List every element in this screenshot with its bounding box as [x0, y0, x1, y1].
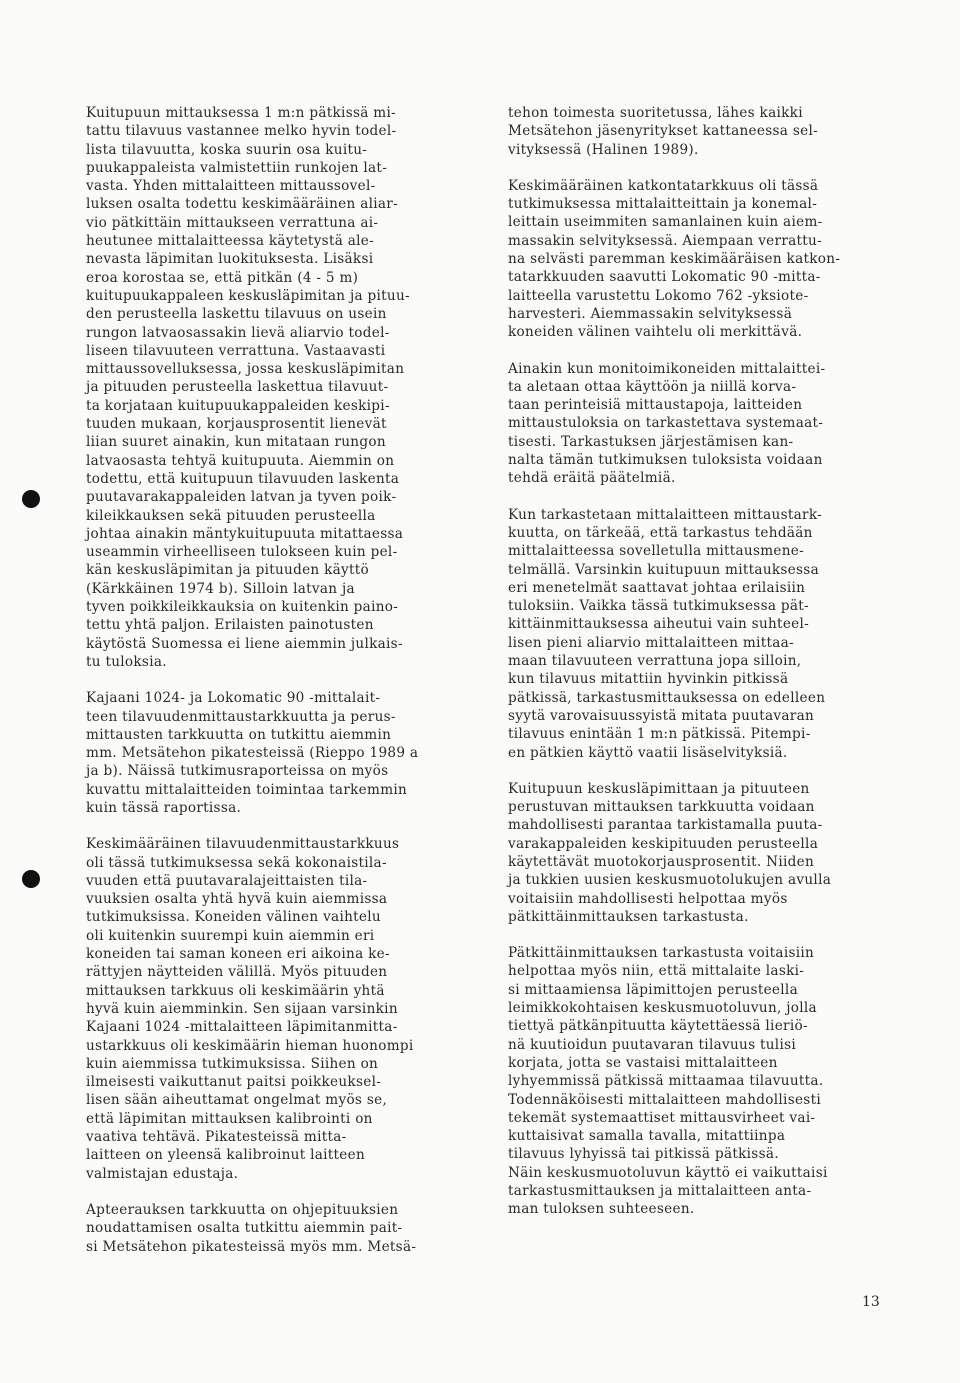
- paragraph: Keskimääräinen katkontatarkkuus oli tässä tutkimuksessa mittalaitteittain ja konemal- leittain useimmiten samanlainen kuin aiem- massakin selvityksessä. Aiempaan verrattu- na selvästi paremman keskimääräisen katkon- tatarkkuuden saavutti Lokomatic 90 -mitta- laitteella varustettu Lokomo 762 -yksiote- harvesteri. Aiemmassakin selvityksessä koneiden välinen vaihtelu oli merkittävä.: [508, 177, 841, 341]
- paragraph: Ainakin kun monitoimikoneiden mittalaittei- ta aletaan ottaa käyttöön ja niillä korva- taan perinteisiä mittaustapoja, laitteiden mittaustuloksia on tarkastettava systemaat- tisesti. Tarkastuksen järjestämisen kan- nalta tämän tutkimuksen tuloksista voidaan tehdä eräitä päätelmiä.: [508, 360, 826, 487]
- paragraph: Keskimääräinen tilavuudenmittaustarkkuus oli tässä tutkimuksessa sekä kokonaistila- vuuden että puutavaralajeittaisten tila- vuuksien osalta yhtä hyvä kuin aiemmissa tutkimuksissa. Koneiden välinen vaihtelu oli kuitenkin suurempi kuin aiemmin eri koneiden tai saman koneen eri aikoina ke- rättyjen näytteiden välillä. Myös pituuden mittauksen tarkkuus oli keskimäärin yhtä hyvä kuin aiemminkin. Sen sijaan varsinkin Kajaani 1024 -mittalaitteen läpimitanmitta- ustarkkuus oli keskimäärin hieman huonompi kuin aiemmissa tutkimuksissa. Siihen on ilmeisesti vaikuttanut paitsi poikkeuksel- lisen sään aiheuttamat ongelmat myös se, että läpimitan mittauksen kalibrointi on vaativa tehtävä. Pikatesteissä mitta- laitteen on yleensä kalibroinut laitteen valmistajan edustaja.: [86, 836, 414, 1182]
- binder-hole-bottom: [22, 870, 40, 888]
- paragraph: Apteerauksen tarkkuutta on ohjepituuksien noudattamisen osalta tutkittu aiemmin pait- si Metsätehon pikatesteissä myös mm. Metsä-: [86, 1201, 417, 1255]
- paragraph: Kun tarkastetaan mittalaitteen mittaustark- kuutta, on tärkeää, että tarkastus tehdään mittalaitteessa sovelletulla mittausmene- telmällä. Varsinkin kuitupuun mittauksessa eri menetelmät saattavat johtaa erilaisiin tuloksiin. Vaikka tässä tutkimuksessa pät- kittäinmittauksessa aiheutui vain suhteel- lisen pieni aliarvio mittalaitteen mittaa- maan tilavuuteen verrattuna jopa silloin, kun tilavuus mitattiin hyvinkin pitkissä pätkissä, tarkastusmittauksessa on edelleen syytä varovaisuussyistä mitata puutavaran tilavuus enintään 1 m:n pätkissä. Pitempi- en pätkien käyttö vaatii lisäselvityksiä.: [508, 506, 826, 761]
- left-column: [86, 104, 468, 1274]
- paragraph: Kajaani 1024- ja Lokomatic 90 -mittalait- teen tilavuudenmittaustarkkuutta ja perus- mittausten tarkkuutta on tutkittu aiemmin mm. Metsätehon pikatesteissä (Rieppo 1989 a ja b). Näissä tutkimusraporteissa on myös kuvattu mittalaitteiden toimintaa tarkemmin kuin tässä raportissa.: [86, 690, 419, 816]
- paragraph: Kuitupuun mittauksessa 1 m:n pätkissä mi- tattu tilavuus vastannee melko hyvin todel- lista tilavuutta, koska suurin osa kuitu- puukappaleista valmistettiin runkojen lat- vasta. Yhden mittalaitteen mittaussovel- luksen osalta todettu keskimääräinen aliar- vio pätkittäin mittaukseen verrattuna ai- heutunee mittalaitteessa käytetystä ale- nevasta läpimitan luokituksesta. Lisäksi eroa korostaa se, että pitkän (4 - 5 m) kuitupuukappaleen keskusläpimitan ja pituu- den perusteella laskettu tilavuus on usein rungon latvaosassakin lievä aliarvio todel- liseen tilavuuteen verrattuna. Vastaavasti mittaussovelluksessa, jossa keskusläpimitan ja pituuden perusteella laskettua tilavuut- ta korjataan kuitupuukappaleiden keskipi- tuuden mukaan, korjausprosentit lienevät liian suuret ainakin, kun mitataan rungon latvaosasta tehtyä kuitupuuta. Aiemmin on todettu, että kuitupuun tilavuuden laskenta puutavarakappaleiden latvan ja tyven poik- kileikkauksen sekä pituuden perusteella johtaa ainakin mäntykuitupuuta mitattaessa useammin virheelliseen tulokseen kuin pel- kän keskusläpimitan ja pituuden käyttö (Kärkkäinen 1974 b). Silloin latvan ja tyven poikkileikkauksia on kuitenkin paino- tettu yhtä paljon. Erilaisten painotusten käytöstä Suomessa ei liene aiemmin julkais- tu tuloksia.: [86, 105, 410, 670]
- paragraph: Kuitupuun keskusläpimittaan ja pituuteen perustuvan mittauksen tarkkuutta voidaan mahdollisesti parantaa tarkistamalla puuta- varakappaleiden keskipituuden perusteella käytettävät muotokorjausprosentit. Niiden ja tukkien uusien keskusmuotolukujen avulla voitaisiin mahdollisesti helpottaa myös pätkittäinmittauksen tarkastusta.: [508, 780, 832, 925]
- page-number: 13: [862, 1294, 880, 1310]
- paragraph: Pätkittäinmittauksen tarkastusta voitaisiin helpottaa myös niin, että mittalaite laski- si mittaamiensa läpimittojen perusteella leimikkokohtaisen keskusmuotoluvun, jolla tiettyä pätkänpituutta käytettäessä lieriö- nä kuutioidun puutavaran tilavuus tulisi korjata, jotta se vastaisi mittalaitteen lyhyemmissä pätkissä mittaamaa tilavuutta. Todennäköisesti mittalaitteen mahdollisesti tekemät systemaattiset mittausvirheet vai- kuttaisivat samalla tavalla, mitattiinpa tilavuus lyhyissä tai pitkissä pätkissä. Näin keskusmuotoluvun käyttö ei vaikuttaisi tarkastusmittauksen ja mittalaitteen anta- man tuloksen suhteeseen.: [508, 945, 828, 1218]
- paragraph: tehon toimesta suoritetussa, lähes kaikki Metsätehon jäsenyritykset kattaneessa sel- vityksessä (Halinen 1989).: [508, 105, 818, 158]
- binder-hole-top: [22, 490, 40, 508]
- right-column: [508, 104, 890, 1237]
